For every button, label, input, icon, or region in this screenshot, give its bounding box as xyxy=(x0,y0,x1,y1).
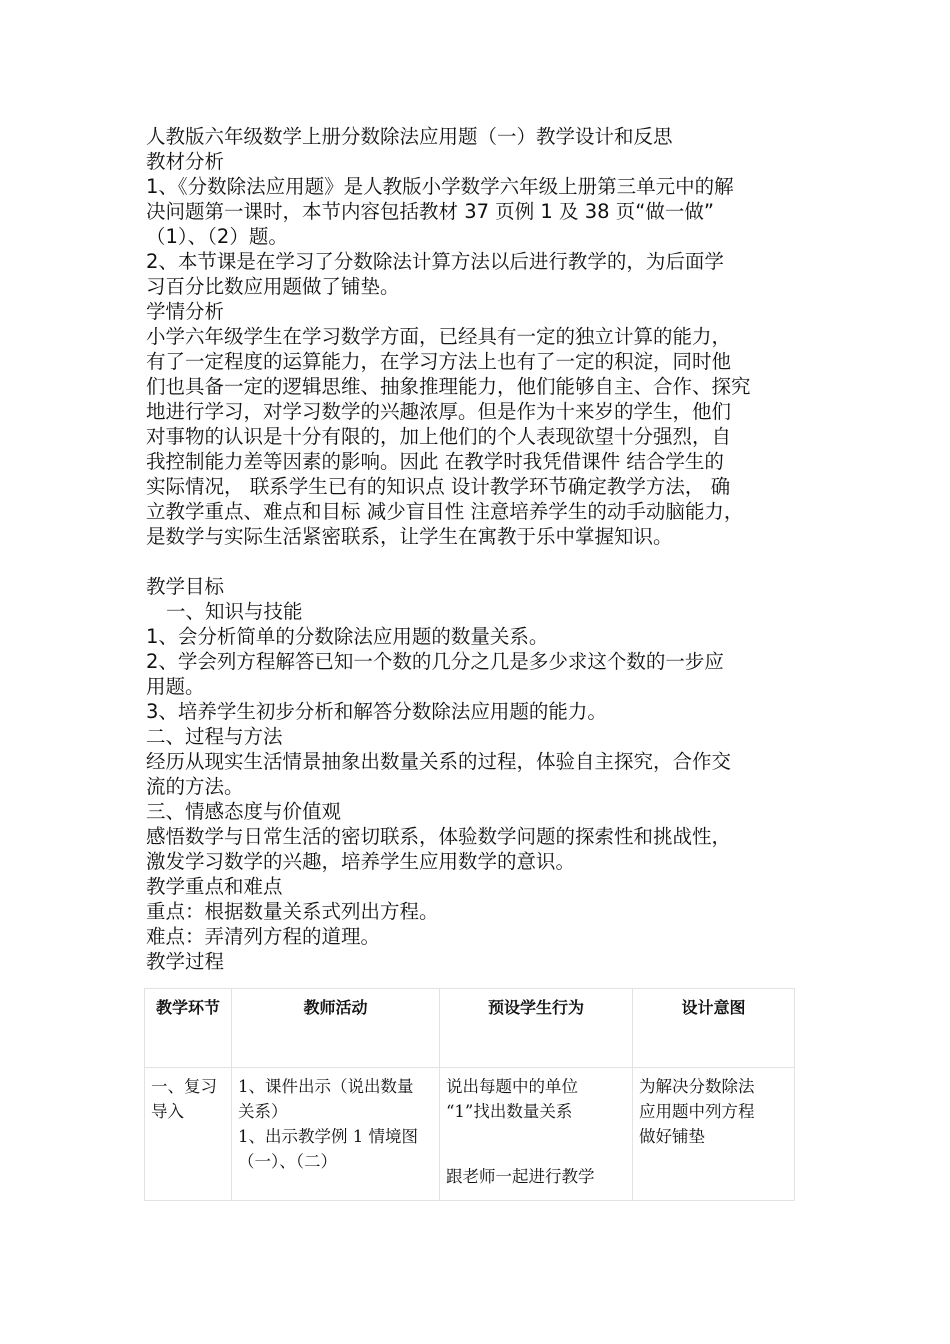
blank-line xyxy=(146,549,810,574)
goals-line: 3、培养学生初步分析和解答分数除法应用题的能力。 xyxy=(146,700,607,723)
cell-text: 应用题中列方程 xyxy=(639,1102,755,1121)
cell-text: 跟老师一起进行教学 xyxy=(446,1167,595,1186)
learner-line: 立教学重点、难点和目标 减少盲目性 注意培养学生的动手动脑能力， xyxy=(146,500,744,523)
cell-text: 为解决分数除法 xyxy=(639,1077,755,1096)
analysis-line: 决问题第一课时，本节内容包括教材 37 页例 1 及 38 页“做一做” xyxy=(146,200,714,223)
goals-subheading-process: 二、过程与方法 xyxy=(146,725,283,748)
cell-text: 做好铺垫 xyxy=(639,1127,705,1146)
goals-subheading-knowledge: 一、知识与技能 xyxy=(166,600,303,623)
table-header: 教师活动 xyxy=(232,989,440,1068)
section-heading-goals: 教学目标 xyxy=(146,575,225,598)
goals-line: 1、会分析简单的分数除法应用题的数量关系。 xyxy=(146,625,549,648)
learner-line: 地进行学习，对学习数学的兴趣浓厚。但是作为十来岁的学生，他们 xyxy=(146,400,732,423)
difficult-point: 难点：弄清列方程的道理。 xyxy=(146,925,381,948)
goals-line: 经历从现实生活情景抽象出数量关系的过程，体验自主探究，合作交 xyxy=(146,750,732,773)
goals-line: 激发学习数学的兴趣，培养学生应用数学的意识。 xyxy=(146,850,576,873)
section-heading-analysis: 教材分析 xyxy=(146,150,225,173)
goals-line: 流的方法。 xyxy=(146,775,244,798)
document-title: 人教版六年级数学上册分数除法应用题（一）教学设计和反思 xyxy=(146,125,673,148)
analysis-line: 1、《分数除法应用题》是人教版小学数学六年级上册第三单元中的解 xyxy=(146,175,734,198)
table-cell-student xyxy=(440,1068,633,1201)
table-header: 教学环节 xyxy=(145,989,232,1068)
key-point: 重点：根据数量关系式列出方程。 xyxy=(146,900,439,923)
cell-text: 关系） xyxy=(238,1102,288,1121)
section-heading-learner: 学情分析 xyxy=(146,300,225,323)
learner-line: 实际情况， 联系学生已有的知识点 设计教学环节确定教学方法， 确 xyxy=(146,475,731,498)
analysis-line: 习百分比数应用题做了铺垫。 xyxy=(146,275,400,298)
teaching-process-table xyxy=(144,988,795,1201)
learner-line: 有了一定程度的运算能力，在学习方法上也有了一定的积淀，同时他 xyxy=(146,350,732,373)
table-row xyxy=(145,1068,795,1201)
cell-text: 1、出示教学例 1 情境图 xyxy=(238,1127,418,1146)
section-heading-key-points: 教学重点和难点 xyxy=(146,875,283,898)
table-header: 设计意图 xyxy=(633,989,795,1068)
goals-subheading-attitude: 三、情感态度与价值观 xyxy=(146,800,342,823)
section-heading-process: 教学过程 xyxy=(146,950,225,973)
cell-text: （一）、（二） xyxy=(238,1152,337,1171)
learner-line: 小学六年级学生在学习数学方面，已经具有一定的独立计算的能力， xyxy=(146,325,732,348)
learner-line: 是数学与实际生活紧密联系，让学生在寓教于乐中掌握知识。 xyxy=(146,525,673,548)
learner-line: 们也具备一定的逻辑思维、抽象推理能力，他们能够自主、合作、探究 xyxy=(146,375,751,398)
goals-line: 感悟数学与日常生活的密切联系，体验数学问题的探索性和挑战性， xyxy=(146,825,732,848)
cell-text: 一、复习 xyxy=(151,1077,217,1096)
table-cell-intent xyxy=(633,1068,795,1201)
cell-text: “1”找出数量关系 xyxy=(446,1102,573,1121)
analysis-line: （1）、（2）题。 xyxy=(146,225,288,248)
document-body xyxy=(146,124,810,974)
goals-line: 2、学会列方程解答已知一个数的几分之几是多少求这个数的一步应 xyxy=(146,650,724,673)
table-header: 预设学生行为 xyxy=(440,989,633,1068)
cell-text: 说出每题中的单位 xyxy=(446,1077,578,1096)
table-header-row xyxy=(145,989,795,1068)
goals-line: 用题。 xyxy=(146,675,205,698)
learner-line: 对事物的认识是十分有限的，加上他们的个人表现欲望十分强烈，自 xyxy=(146,425,732,448)
cell-text: 导入 xyxy=(151,1102,184,1121)
table-cell-teacher xyxy=(232,1068,440,1201)
cell-text: 1、课件出示（说出数量 xyxy=(238,1077,414,1096)
table-cell-stage xyxy=(145,1068,232,1201)
analysis-line: 2、本节课是在学习了分数除法计算方法以后进行教学的，为后面学 xyxy=(146,250,724,273)
learner-line: 我控制能力差等因素的影响。因此 在教学时我凭借课件 结合学生的 xyxy=(146,450,724,473)
